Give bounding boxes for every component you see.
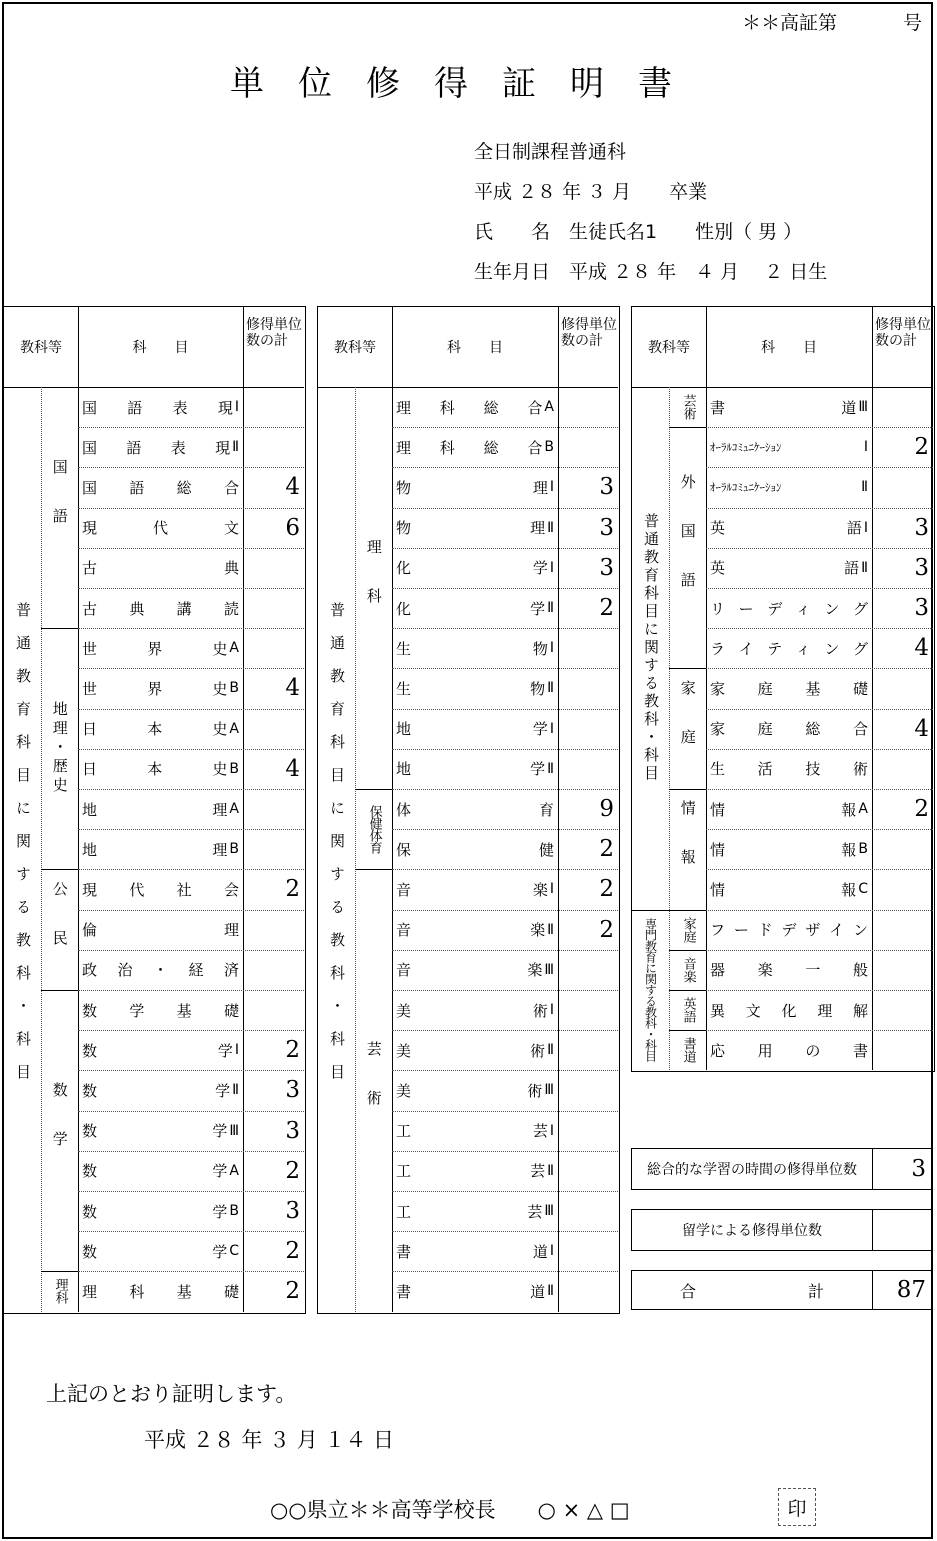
subject-name: 地 学 [396, 720, 548, 739]
study-abroad-units [872, 1210, 930, 1250]
subject-name: 異 文 化 理 解 [710, 1001, 868, 1020]
subject-level: Ⅱ [547, 1042, 554, 1059]
group-label: 英語 [680, 997, 696, 1024]
subject-name: 数 学 [82, 1202, 228, 1221]
subject-name: 家 庭 総 合 [710, 720, 868, 739]
subject-name: 数 学 [82, 1041, 233, 1060]
subject-name: 音 楽 [396, 880, 548, 899]
subject-cell [78, 1070, 243, 1110]
units-cell: 3 [285, 1117, 300, 1144]
subject-cell [78, 1191, 243, 1231]
units-cell: 3 [599, 474, 614, 501]
subject-cell [706, 829, 872, 869]
subject-level: Ⅰ [863, 439, 868, 456]
integrated-study-label: 総合的な学習の時間の修得単位数 [647, 1162, 857, 1178]
subject-name: 地 理 [82, 840, 228, 859]
subject-name: 世 界 史 [82, 679, 228, 698]
units-cell [243, 709, 304, 749]
subject-cell [706, 628, 872, 668]
subject-cell [392, 628, 558, 668]
units-cell [872, 1030, 933, 1070]
units-cell [558, 427, 618, 467]
doc-number-prefix: ＊＊高証第 [742, 12, 838, 34]
units-cell [558, 628, 618, 668]
category-label: 普通教育科目に関する教科・科目 [328, 601, 346, 1097]
units-cell [243, 910, 304, 950]
subject-level: Ⅲ [858, 399, 868, 416]
subject-cell [78, 588, 243, 628]
subject-level: Ⅱ [547, 600, 554, 617]
principal-name: ○○県立＊＊高等学校長 ○ × △ □ [270, 1498, 630, 1522]
group-label: 保健体育 [366, 805, 382, 854]
units-cell: 2 [285, 1037, 300, 1064]
header-kamoku: 科 目 [132, 340, 189, 356]
header-kyoka: 教科等 [648, 340, 690, 356]
subject-cell [392, 789, 558, 829]
group-label: 数学 [50, 1081, 69, 1180]
subject-name: 情 報 [710, 840, 857, 859]
subject-cell [706, 588, 872, 628]
group-label: 芸術 [364, 1041, 383, 1140]
total-units: 87 [896, 1277, 926, 1303]
subject-cell [392, 427, 558, 467]
subject-name: 理 科 総 合 [396, 398, 543, 417]
units-cell: 6 [285, 514, 300, 541]
subject-level: Ⅲ [544, 1082, 554, 1099]
units-cell: 2 [599, 916, 614, 943]
subject-level: Ⅰ [234, 1042, 239, 1059]
units-cell [558, 1151, 618, 1191]
subject-level: Ⅱ [547, 921, 554, 938]
student-info [474, 132, 827, 292]
subject-level: A [229, 801, 239, 818]
units-cell [558, 1070, 618, 1110]
subject-level: Ⅰ [863, 519, 868, 536]
group-label: 家庭 [678, 679, 697, 778]
subject-name: 器 楽 一 般 [710, 961, 868, 980]
header-kamoku: 科 目 [761, 340, 817, 356]
subject-name: 書 道 [710, 398, 857, 417]
units-cell [872, 668, 933, 708]
subject-cell [78, 950, 243, 990]
subject-cell [706, 668, 872, 708]
subject-name: 音 楽 [396, 921, 546, 940]
units-cell [872, 910, 933, 950]
integrated-study-box [631, 1148, 932, 1190]
subject-name: 情 報 [710, 880, 857, 899]
header-kamoku: 科 目 [447, 340, 503, 356]
subject-level: Ⅰ [549, 640, 554, 657]
category-label: 専門教育に関する教科・科目 [643, 918, 658, 1062]
subject-level: Ⅰ [549, 1122, 554, 1139]
subject-name: 世 界 史 [82, 639, 228, 658]
subject-cell [78, 990, 243, 1030]
subject-name: ｵｰﾗﾙｺﾐｭﾆｹｰｼｮﾝ [710, 441, 782, 455]
subject-level: Ⅲ [544, 1203, 554, 1220]
subject-name: 物 理 [396, 519, 546, 538]
subject-level: C [858, 881, 868, 898]
subject-name: 数 学 [82, 1122, 228, 1141]
subject-name: 古 典 講 読 [82, 599, 239, 618]
units-cell [558, 749, 618, 789]
units-cell: 2 [914, 796, 929, 823]
subject-cell [392, 508, 558, 548]
units-cell: 2 [285, 1157, 300, 1184]
subject-level: Ⅱ [547, 1283, 554, 1300]
subject-name: 工 芸 [396, 1162, 546, 1181]
subject-name: 美 術 [396, 1081, 543, 1100]
units-cell: 3 [914, 514, 929, 541]
units-cell [558, 1271, 618, 1311]
subject-cell [78, 628, 243, 668]
total-box [631, 1270, 932, 1310]
subject-level: Ⅱ [861, 559, 868, 576]
certification-statement: 上記のとおり証明します。 [46, 1382, 297, 1406]
subject-level: B [229, 760, 239, 777]
units-cell: 3 [599, 514, 614, 541]
subject-cell [392, 1231, 558, 1271]
subject-cell [392, 869, 558, 909]
seal-stamp: 印 [778, 1488, 816, 1526]
subject-name: 化 学 [396, 599, 546, 618]
subject-name: 書 道 [396, 1242, 548, 1261]
subject-cell [392, 990, 558, 1030]
units-cell [872, 829, 933, 869]
units-cell [243, 990, 304, 1030]
subject-name: 地 理 [82, 800, 228, 819]
subject-name: フ ー ド デ ザ イ ン [710, 921, 868, 940]
subject-name: 現 代 社 会 [82, 880, 239, 899]
subject-cell [706, 427, 872, 467]
course-line: 全日制課程普通科 [474, 141, 627, 163]
subject-name: 保 健 [396, 840, 554, 859]
subject-name: 古 典 [82, 559, 239, 578]
name-line: 氏 名 生徒氏名1 性別（ 男 ） [474, 221, 803, 243]
subject-level: Ⅰ [234, 399, 239, 416]
subject-level: C [229, 1243, 239, 1260]
subject-cell [78, 1271, 243, 1311]
subject-cell [706, 990, 872, 1030]
subject-cell [392, 1070, 558, 1110]
subject-cell [78, 910, 243, 950]
units-cell [872, 869, 933, 909]
subject-name: 倫 理 [82, 921, 239, 940]
subject-level: Ⅲ [229, 1122, 239, 1139]
subject-cell [78, 869, 243, 909]
category-label: 普通教育科目に関する教科・科目 [642, 513, 660, 784]
units-cell: 3 [285, 1077, 300, 1104]
units-cell: 2 [599, 595, 614, 622]
right-table [631, 306, 935, 1072]
integrated-study-units: 3 [911, 1156, 926, 1182]
subject-level: Ⅱ [547, 1162, 554, 1179]
subject-level: Ⅰ [549, 881, 554, 898]
units-cell [243, 427, 304, 467]
subject-cell [706, 387, 872, 427]
subject-cell [392, 467, 558, 507]
subject-name: 数 学 [82, 1242, 228, 1261]
units-cell [558, 709, 618, 749]
group-label: 国語 [50, 458, 69, 557]
birth-line: 生年月日 平成 ２８ 年 ４ 月 ２ 日生 [474, 261, 828, 283]
certification-date: 平成 ２８ 年 ３ 月 １４ 日 [144, 1428, 395, 1452]
header-units: 修得単位数の計 [246, 317, 302, 349]
subject-level: Ⅰ [549, 1243, 554, 1260]
units-cell: 4 [285, 755, 300, 782]
subject-name: 国 語 表 現 [82, 438, 231, 457]
subject-level: Ⅱ [547, 760, 554, 777]
category-label: 普通教育科目に関する教科・科目 [14, 601, 32, 1097]
subject-cell [78, 709, 243, 749]
subject-level: A [229, 720, 239, 737]
units-cell [558, 1231, 618, 1271]
subject-name: 数 学 基 礎 [82, 1001, 239, 1020]
units-cell [243, 829, 304, 869]
units-cell [558, 950, 618, 990]
subject-level: Ⅰ [549, 559, 554, 576]
subject-cell [392, 709, 558, 749]
subject-level: A [858, 801, 868, 818]
units-cell: 2 [285, 876, 300, 903]
subject-name: 日 本 史 [82, 760, 228, 779]
units-cell [243, 628, 304, 668]
subject-cell [392, 829, 558, 869]
group-label: 理科 [364, 539, 383, 637]
subject-cell [392, 910, 558, 950]
group-label: 公民 [50, 880, 69, 979]
subject-level: B [858, 841, 868, 858]
subject-cell [392, 1151, 558, 1191]
units-cell: 4 [285, 474, 300, 501]
subject-name: 物 理 [396, 478, 548, 497]
subject-name: 理 科 基 礎 [82, 1282, 239, 1301]
subject-cell [78, 1151, 243, 1191]
units-cell: 3 [914, 595, 929, 622]
subject-level: B [544, 439, 554, 456]
units-cell [243, 548, 304, 588]
units-cell [558, 668, 618, 708]
graduation-line: 平成 ２８ 年 ３ 月 卒業 [474, 181, 708, 203]
subject-name: 美 術 [396, 1001, 548, 1020]
units-cell [558, 990, 618, 1030]
units-cell: 3 [914, 554, 929, 581]
units-cell [872, 467, 933, 507]
header-units: 修得単位数の計 [875, 317, 931, 349]
subject-cell [706, 749, 872, 789]
units-cell: 4 [914, 715, 929, 742]
subject-name: 家 庭 基 礎 [710, 679, 868, 698]
subject-level: Ⅱ [861, 479, 868, 496]
document-number [742, 8, 922, 35]
subject-cell [706, 910, 872, 950]
units-cell [872, 950, 933, 990]
units-cell: 2 [285, 1278, 300, 1305]
subject-cell [78, 508, 243, 548]
subject-cell [706, 508, 872, 548]
subject-cell [392, 668, 558, 708]
subject-cell [78, 1111, 243, 1151]
subject-name: 理 科 総 合 [396, 438, 543, 457]
group-label: 外国語 [678, 474, 697, 622]
subject-name: ｵｰﾗﾙｺﾐｭﾆｹｰｼｮﾝ [710, 481, 782, 495]
units-cell: 2 [914, 434, 929, 461]
doc-number-suffix: 号 [903, 12, 923, 34]
group-label: 書道 [680, 1037, 696, 1064]
units-cell [872, 387, 933, 427]
subject-level: B [229, 1203, 239, 1220]
group-label: 芸術 [680, 394, 696, 421]
subject-name: 情 報 [710, 800, 857, 819]
subject-cell [392, 1111, 558, 1151]
subject-level: Ⅰ [549, 1002, 554, 1019]
subject-level: Ⅲ [544, 961, 554, 978]
group-label: 情報 [678, 800, 697, 899]
subject-name: 書 道 [396, 1282, 546, 1301]
units-cell: 4 [914, 635, 929, 662]
units-cell: 2 [599, 876, 614, 903]
subject-cell [706, 950, 872, 990]
subject-name: 英 語 [710, 559, 860, 578]
subject-cell [392, 1191, 558, 1231]
subject-name: リ ー デ ィ ン グ [710, 599, 868, 618]
group-label: 地理・歴史 [50, 701, 69, 797]
subject-name: 美 術 [396, 1041, 546, 1060]
subject-level: Ⅰ [549, 720, 554, 737]
units-cell: 3 [599, 554, 614, 581]
units-cell: 2 [599, 836, 614, 863]
subject-cell [78, 829, 243, 869]
study-abroad-box [631, 1209, 932, 1251]
subject-cell [706, 869, 872, 909]
subject-cell [392, 387, 558, 427]
subject-name: 数 学 [82, 1162, 228, 1181]
units-cell [872, 990, 933, 1030]
subject-name: 生 物 [396, 639, 548, 658]
subject-name: 国 語 表 現 [82, 398, 233, 417]
units-cell [872, 749, 933, 789]
subject-level: B [229, 680, 239, 697]
subject-cell [392, 588, 558, 628]
subject-level: A [229, 1162, 239, 1179]
subject-name: 工 芸 [396, 1202, 543, 1221]
subject-level: Ⅱ [232, 1082, 239, 1099]
subject-cell [706, 467, 872, 507]
subject-cell [78, 387, 243, 427]
units-cell: 9 [599, 796, 614, 823]
subject-cell [706, 548, 872, 588]
header-kyoka: 教科等 [334, 340, 376, 356]
subject-cell [392, 950, 558, 990]
subject-cell [706, 789, 872, 829]
subject-name: 工 芸 [396, 1122, 548, 1141]
subject-name: 国 語 総 合 [82, 478, 239, 497]
subject-name: 生 物 [396, 679, 546, 698]
subject-cell [78, 749, 243, 789]
subject-level: B [229, 841, 239, 858]
subject-name: 現 代 文 [82, 519, 239, 538]
subject-level: A [544, 399, 554, 416]
units-cell [558, 1030, 618, 1070]
subject-name: 日 本 史 [82, 720, 228, 739]
units-cell [243, 950, 304, 990]
header-units: 修得単位数の計 [561, 317, 617, 349]
units-cell [558, 1111, 618, 1151]
group-label: 家庭 [680, 916, 696, 943]
subject-name: 政 治 ・ 経 済 [82, 961, 239, 980]
subject-name: 地 学 [396, 760, 546, 779]
subject-cell [392, 749, 558, 789]
subject-cell [78, 467, 243, 507]
units-cell [243, 588, 304, 628]
subject-cell [78, 1030, 243, 1070]
subject-cell [78, 1231, 243, 1271]
subject-level: Ⅰ [549, 479, 554, 496]
study-abroad-label: 留学による修得単位数 [682, 1223, 822, 1239]
subject-name: 化 学 [396, 559, 548, 578]
subject-level: Ⅱ [232, 439, 239, 456]
units-cell [243, 387, 304, 427]
units-cell: 2 [285, 1238, 300, 1265]
subject-name: 体 育 [396, 800, 554, 819]
units-cell: 3 [285, 1198, 300, 1225]
subject-level: Ⅱ [547, 680, 554, 697]
subject-name: 応 用 の 書 [710, 1041, 868, 1060]
units-cell [558, 1191, 618, 1231]
subject-name: 英 語 [710, 519, 862, 538]
subject-cell [392, 1030, 558, 1070]
page-title: 単位修得証明書 [230, 64, 706, 104]
header-kyoka: 教科等 [20, 340, 62, 356]
left-table [3, 306, 306, 1314]
subject-level: Ⅱ [547, 519, 554, 536]
subject-cell [392, 548, 558, 588]
subject-name: 生 活 技 術 [710, 760, 868, 779]
subject-name: ラ イ テ ィ ン グ [710, 639, 868, 658]
subject-cell [78, 548, 243, 588]
subject-cell [706, 1030, 872, 1070]
subject-cell [78, 427, 243, 467]
subject-cell [392, 1271, 558, 1311]
units-cell [558, 387, 618, 427]
group-label: 理科 [52, 1278, 68, 1305]
subject-level: A [229, 640, 239, 657]
units-cell: 4 [285, 675, 300, 702]
subject-cell [706, 709, 872, 749]
subject-name: 音 楽 [396, 961, 543, 980]
subject-cell [78, 668, 243, 708]
group-label: 音楽 [680, 956, 696, 983]
middle-table [317, 306, 620, 1314]
subject-name: 数 学 [82, 1081, 231, 1100]
subject-cell [78, 789, 243, 829]
total-label: 合 計 [679, 1281, 824, 1301]
units-cell [243, 789, 304, 829]
